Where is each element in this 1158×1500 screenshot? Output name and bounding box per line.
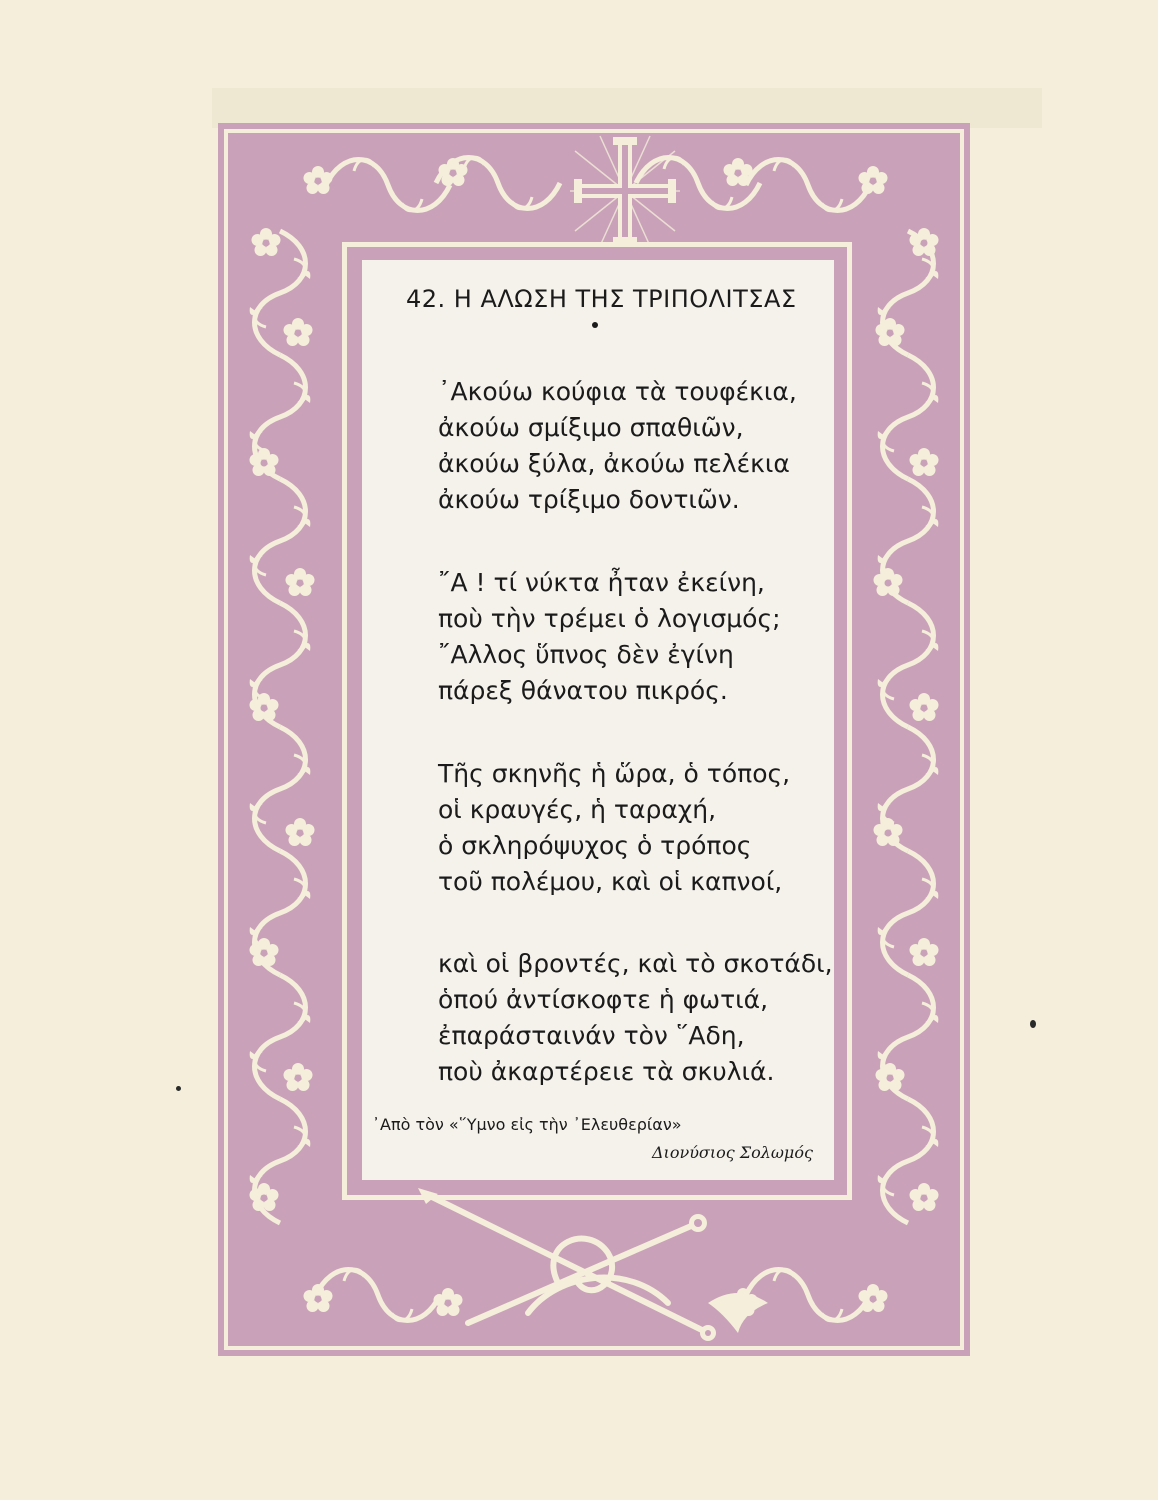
verse-line: τοῦ πολέμου, καὶ οἱ καπνοί, bbox=[438, 867, 783, 896]
verse-line: ἀκούω ξύλα, ἀκούω πελέκια bbox=[438, 449, 790, 478]
verse-line: ποὺ τὴν τρέμει ὁ λογισμός; bbox=[438, 604, 781, 633]
author-name: Διονύσιος Σολωμός bbox=[652, 1143, 813, 1162]
stanza-4 bbox=[438, 946, 833, 1090]
verse-line: καὶ οἱ βροντές, καὶ τὸ σκοτάδι, bbox=[438, 949, 833, 978]
source-citation: ᾿Απὸ τὸν «῞Υμνο εἰς τὴν ᾿Ελευθερίαν» bbox=[372, 1115, 682, 1134]
poem-title: 42. Η ΑΛΩΣΗ ΤΗΣ ΤΡΙΠΟΛΙΤΣΑΣ bbox=[406, 285, 797, 313]
verse-line: ῎Αλλος ὕπνος δὲν ἐγίνη bbox=[438, 640, 734, 669]
verse-line: ἀκούω σμίξιμο σπαθιῶν, bbox=[438, 413, 744, 442]
bleed-through-strip bbox=[212, 88, 1042, 128]
stanza-1 bbox=[438, 374, 797, 518]
stanza-2 bbox=[438, 565, 781, 709]
verse-line: πάρεξ θάνατου πικρός. bbox=[438, 676, 728, 705]
verse-line: ῎Α ! τί νύκτα ἦταν ἐκείνη, bbox=[438, 568, 765, 597]
title-ornament-dot bbox=[592, 322, 598, 328]
verse-line: ὁπού ἀντίσκοφτε ἡ φωτιά, bbox=[438, 985, 769, 1014]
verse-line: ἐπαράσταινάν τὸν ῞Αδη, bbox=[438, 1021, 745, 1050]
verse-line: Τῆς σκηνῆς ἡ ὥρα, ὁ τόπος, bbox=[438, 759, 791, 788]
verse-line: ᾿Ακούω κούφια τὰ τουφέκια, bbox=[438, 377, 797, 406]
stanza-3 bbox=[438, 756, 790, 900]
crossed-swords-icon bbox=[408, 1183, 788, 1353]
verse-line: ποὺ ἀκαρτέρειε τὰ σκυλιά. bbox=[438, 1057, 775, 1086]
cross-icon bbox=[570, 131, 680, 251]
ink-speck bbox=[1030, 1020, 1036, 1028]
verse-line: ὁ σκληρόψυχος ὁ τρόπος bbox=[438, 831, 752, 860]
ink-speck bbox=[176, 1086, 181, 1091]
verse-line: ἀκούω τρίξιμο δοντιῶν. bbox=[438, 485, 740, 514]
verse-line: οἱ κραυγές, ἡ ταραχή, bbox=[438, 795, 717, 824]
